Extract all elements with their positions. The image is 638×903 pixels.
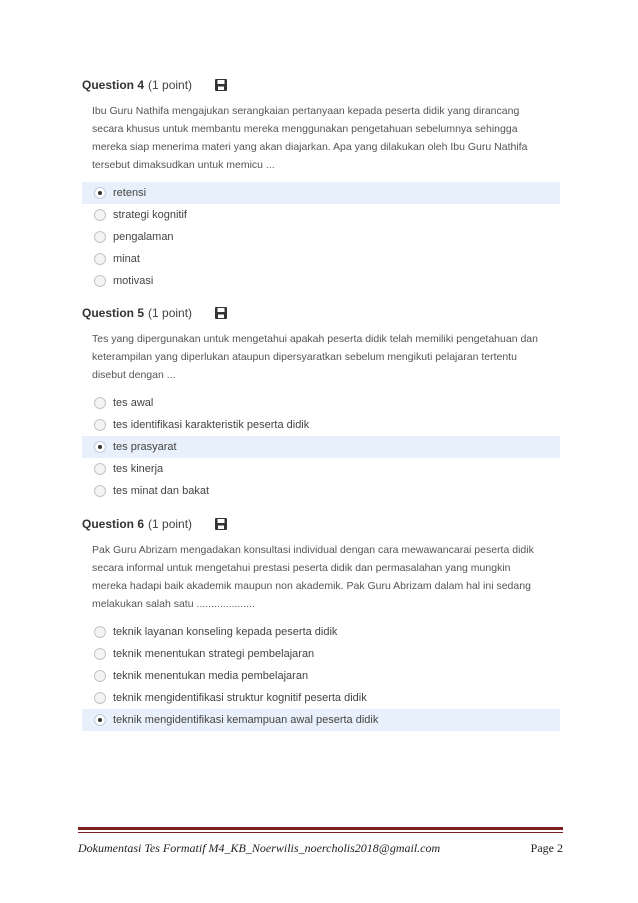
option-pengalaman[interactable]	[82, 226, 560, 248]
save-icon[interactable]	[214, 306, 228, 320]
option-teknik-struktur-kognitif[interactable]	[82, 687, 560, 709]
question-title: Question 4	[82, 78, 145, 92]
option-label: retensi	[113, 187, 147, 199]
question-text: Pak Guru Abrizam mengadakan konsultasi individual dengan cara mewawancarai peserta didik secara informal untuk mengetahui prestasi peserta didik dan permasalahan yang mungkin mereka hadapi baik akademik maupun non akademik. Pak Guru Abrizam dalam hal ini sedang melakukan salah satu ....................	[92, 544, 534, 610]
question-4	[82, 75, 560, 292]
option-teknik-strategi[interactable]	[82, 643, 560, 665]
option-label: tes identifikasi karakteristik peserta didik	[113, 419, 310, 431]
option-label: pengalaman	[113, 231, 174, 243]
question-points: (1 point)	[148, 306, 193, 320]
option-label: tes prasyarat	[113, 441, 177, 453]
footer-row	[78, 841, 563, 856]
save-icon[interactable]	[214, 78, 228, 92]
radio-button[interactable]	[94, 692, 106, 704]
footer-divider	[78, 827, 563, 830]
option-label: teknik mengidentifikasi kemampuan awal peserta didik	[113, 714, 379, 726]
question-title: Question 5	[82, 306, 145, 320]
save-icon[interactable]	[214, 517, 228, 531]
options-list	[82, 182, 560, 292]
radio-button[interactable]	[94, 397, 106, 409]
radio-button[interactable]	[94, 231, 106, 243]
option-tes-identifikasi[interactable]	[82, 414, 560, 436]
option-label: teknik menentukan strategi pembelajaran	[113, 648, 315, 660]
radio-button[interactable]	[94, 626, 106, 638]
option-tes-minat-bakat[interactable]	[82, 480, 560, 502]
option-retensi[interactable]	[82, 182, 560, 204]
question-header	[82, 75, 560, 95]
option-label: tes awal	[113, 397, 154, 409]
radio-button[interactable]	[94, 253, 106, 265]
question-5	[82, 303, 560, 502]
option-minat[interactable]	[82, 248, 560, 270]
option-tes-awal[interactable]	[82, 392, 560, 414]
question-header	[82, 514, 560, 534]
option-tes-kinerja[interactable]	[82, 458, 560, 480]
option-label: teknik menentukan media pembelajaran	[113, 670, 309, 682]
question-6	[82, 514, 560, 731]
footer-divider-thin	[78, 832, 563, 833]
option-label: teknik layanan konseling kepada peserta didik	[113, 626, 338, 638]
radio-button[interactable]	[94, 419, 106, 431]
radio-button[interactable]	[94, 441, 106, 453]
option-label: tes minat dan bakat	[113, 485, 210, 497]
option-label: teknik mengidentifikasi struktur kognitif peserta didik	[113, 692, 367, 704]
option-label: motivasi	[113, 275, 154, 287]
question-title: Question 6	[82, 517, 145, 531]
option-motivasi[interactable]	[82, 270, 560, 292]
page-number: Page 2	[530, 841, 563, 855]
footer-document-title: Dokumentasi Tes Formatif M4_KB_Noerwilis_noercholis2018@gmail.com	[78, 841, 441, 855]
question-header	[82, 303, 560, 323]
option-tes-prasyarat[interactable]	[82, 436, 560, 458]
option-teknik-media[interactable]	[82, 665, 560, 687]
option-strategi-kognitif[interactable]	[82, 204, 560, 226]
radio-button[interactable]	[94, 187, 106, 199]
question-points: (1 point)	[148, 517, 193, 531]
options-list	[82, 392, 560, 502]
option-label: minat	[113, 253, 140, 265]
radio-button[interactable]	[94, 714, 106, 726]
radio-button[interactable]	[94, 209, 106, 221]
question-text: Tes yang dipergunakan untuk mengetahui apakah peserta didik telah memiliki pengetahuan dan keterampilan yang diperlukan ataupun dipersyaratkan sebelum mengikuti pelajaran tertentu disebut dengan ...	[92, 333, 538, 381]
option-label: strategi kognitif	[113, 209, 187, 221]
page-footer	[78, 827, 563, 856]
option-label: tes kinerja	[113, 463, 164, 475]
option-teknik-layanan-konseling[interactable]	[82, 621, 560, 643]
radio-button[interactable]	[94, 485, 106, 497]
question-points: (1 point)	[148, 78, 193, 92]
options-list	[82, 621, 560, 731]
question-text: Ibu Guru Nathifa mengajukan serangkaian pertanyaan kepada peserta didik yang dirancang secara khusus untuk membantu mereka menggunakan pengetahuan sebelumnya sehingga mereka siap menerima materi yang akan diajarkan. Apa yang dilakukan oleh Ibu Guru Nathifa tersebut dimaksudkan untuk memicu ...	[92, 105, 528, 171]
radio-button[interactable]	[94, 670, 106, 682]
radio-button[interactable]	[94, 275, 106, 287]
option-teknik-kemampuan-awal[interactable]	[82, 709, 560, 731]
radio-button[interactable]	[94, 463, 106, 475]
radio-button[interactable]	[94, 648, 106, 660]
